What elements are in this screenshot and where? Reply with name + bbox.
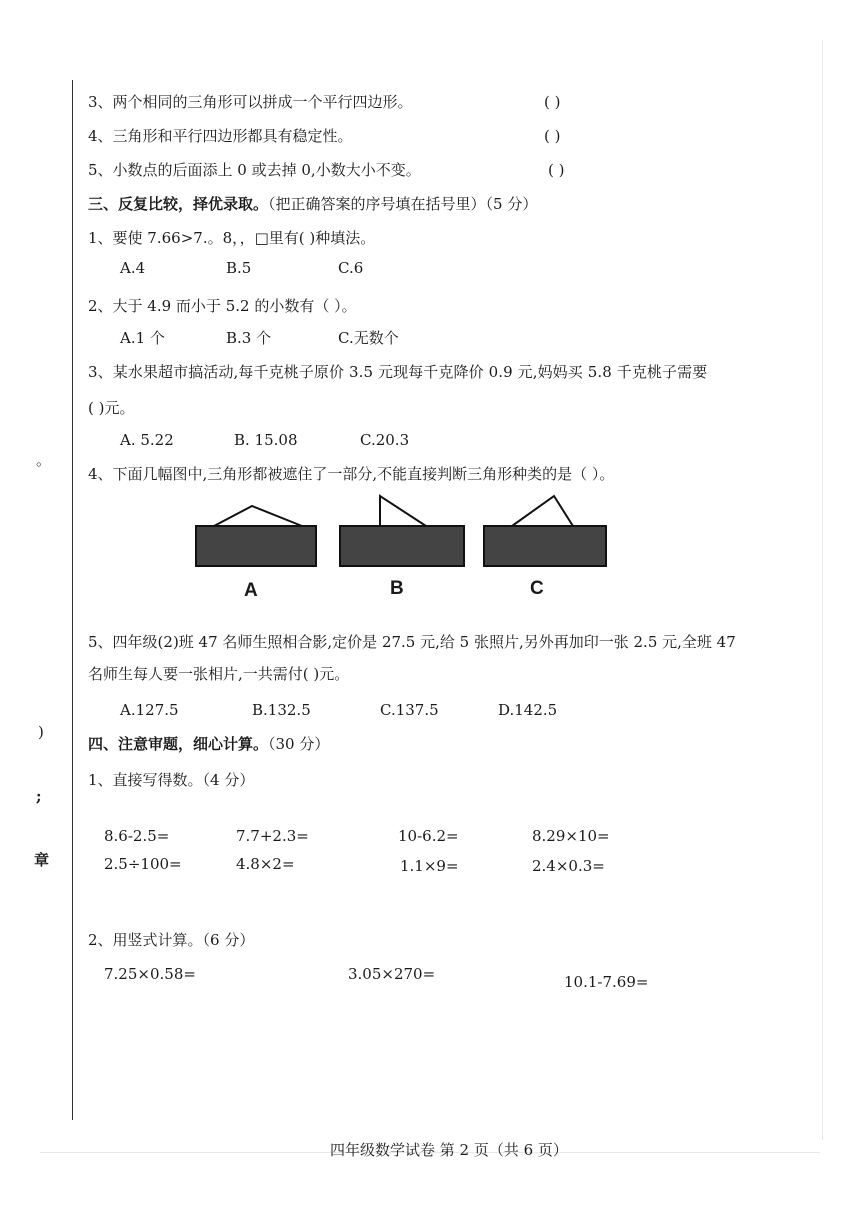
option[interactable]: C.6 [338, 259, 364, 277]
mc-question-5-line1: 5、四年级(2)班 47 名师生照相合影,定价是 27.5 元,给 5 张照片,另外再加印一张 2.5 元,全班 47 [88, 633, 736, 651]
option[interactable]: C.无数个 [338, 329, 399, 347]
margin-mark: ) [38, 723, 44, 741]
mc-question-2: 2、大于 4.9 而小于 5.2 的小数有（ ）。 [88, 297, 357, 315]
option[interactable]: A.1 个 [120, 329, 165, 347]
vertical-calc-item[interactable]: 10.1-7.69= [564, 973, 649, 991]
option[interactable]: D.142.5 [498, 701, 558, 719]
calc-item[interactable]: 2.4×0.3= [532, 857, 605, 875]
tf-question-5: 5、小数点的后面添上 0 或去掉 0,小数大小不变。 [88, 161, 421, 179]
figure-label-a: A [244, 580, 258, 601]
answer-paren[interactable]: ( ) [544, 93, 561, 111]
mc-question-3-line2: ( )元。 [88, 399, 135, 417]
section3-header [88, 194, 537, 214]
mc-question-1: 1、要使 7.66>7.。8，，□里有( )种填法。 [88, 229, 376, 247]
figure-label-c: C [530, 578, 544, 599]
option[interactable]: A.4 [120, 259, 146, 277]
option[interactable]: C.137.5 [380, 701, 439, 719]
option[interactable]: C.20.3 [360, 431, 410, 449]
option[interactable]: B. 15.08 [234, 431, 298, 449]
section3-heading: 三、反复比较，择优录取。 [88, 195, 269, 213]
calc-item[interactable]: 10-6.2= [398, 827, 459, 845]
vertical-calc-item[interactable]: 7.25×0.58= [104, 965, 196, 983]
margin-mark: 。 [36, 451, 52, 469]
calc-item[interactable]: 4.8×2= [236, 855, 295, 873]
figure-a-triangle-covered[interactable] [194, 500, 318, 568]
mc-question-5-line2: 名师生每人要一张相片,一共需付( )元。 [88, 665, 350, 683]
scan-edge-right [822, 40, 823, 1140]
figure-c-triangle-covered[interactable] [482, 492, 608, 568]
page-footer: 四年级数学试卷 第 2 页（共 6 页） [330, 1141, 568, 1159]
option[interactable]: B.3 个 [226, 329, 272, 347]
section4-heading: 四、注意审题，细心计算。 [88, 735, 269, 753]
calc-item[interactable]: 2.5÷100= [104, 855, 182, 873]
vertical-calc-item[interactable]: 3.05×270= [348, 965, 436, 983]
answer-paren[interactable]: ( ) [544, 127, 561, 145]
mc-question-3-line1: 3、某水果超市搞活动,每千克桃子原价 3.5 元现每千克降价 0.9 元,妈妈买 5.8 千克桃子需要 [88, 363, 708, 381]
option[interactable]: B.132.5 [252, 701, 311, 719]
option[interactable]: A. 5.22 [120, 431, 174, 449]
calc-item[interactable]: 8.29×10= [532, 827, 610, 845]
option[interactable]: B.5 [226, 259, 252, 277]
margin-mark: 章 [34, 851, 50, 869]
margin-mark: ; [36, 787, 42, 805]
calc-item[interactable]: 8.6-2.5= [104, 827, 170, 845]
part2-title: 2、用竖式计算。（6 分） [88, 931, 255, 949]
section3-note: （把正确答案的序号填在括号里）（5 分） [268, 195, 538, 213]
figure-b-triangle-covered[interactable] [338, 494, 466, 568]
option[interactable]: A.127.5 [120, 701, 179, 719]
tf-question-3: 3、两个相同的三角形可以拼成一个平行四边形。 [88, 93, 413, 111]
figure-label-b: B [390, 578, 404, 599]
section4-header [88, 734, 329, 754]
answer-paren[interactable]: ( ) [548, 161, 565, 179]
tf-question-4: 4、三角形和平行四边形都具有稳定性。 [88, 127, 353, 145]
calc-item[interactable]: 1.1×9= [400, 857, 459, 875]
mc-question-4: 4、下面几幅图中,三角形都被遮住了一部分,不能直接判断三角形种类的是（ ）。 [88, 465, 615, 483]
section4-points: （30 分） [268, 735, 330, 753]
part1-title: 1、直接写得数。（4 分） [88, 771, 255, 789]
binding-margin-line [72, 80, 73, 1120]
calc-item[interactable]: 7.7+2.3= [236, 827, 309, 845]
